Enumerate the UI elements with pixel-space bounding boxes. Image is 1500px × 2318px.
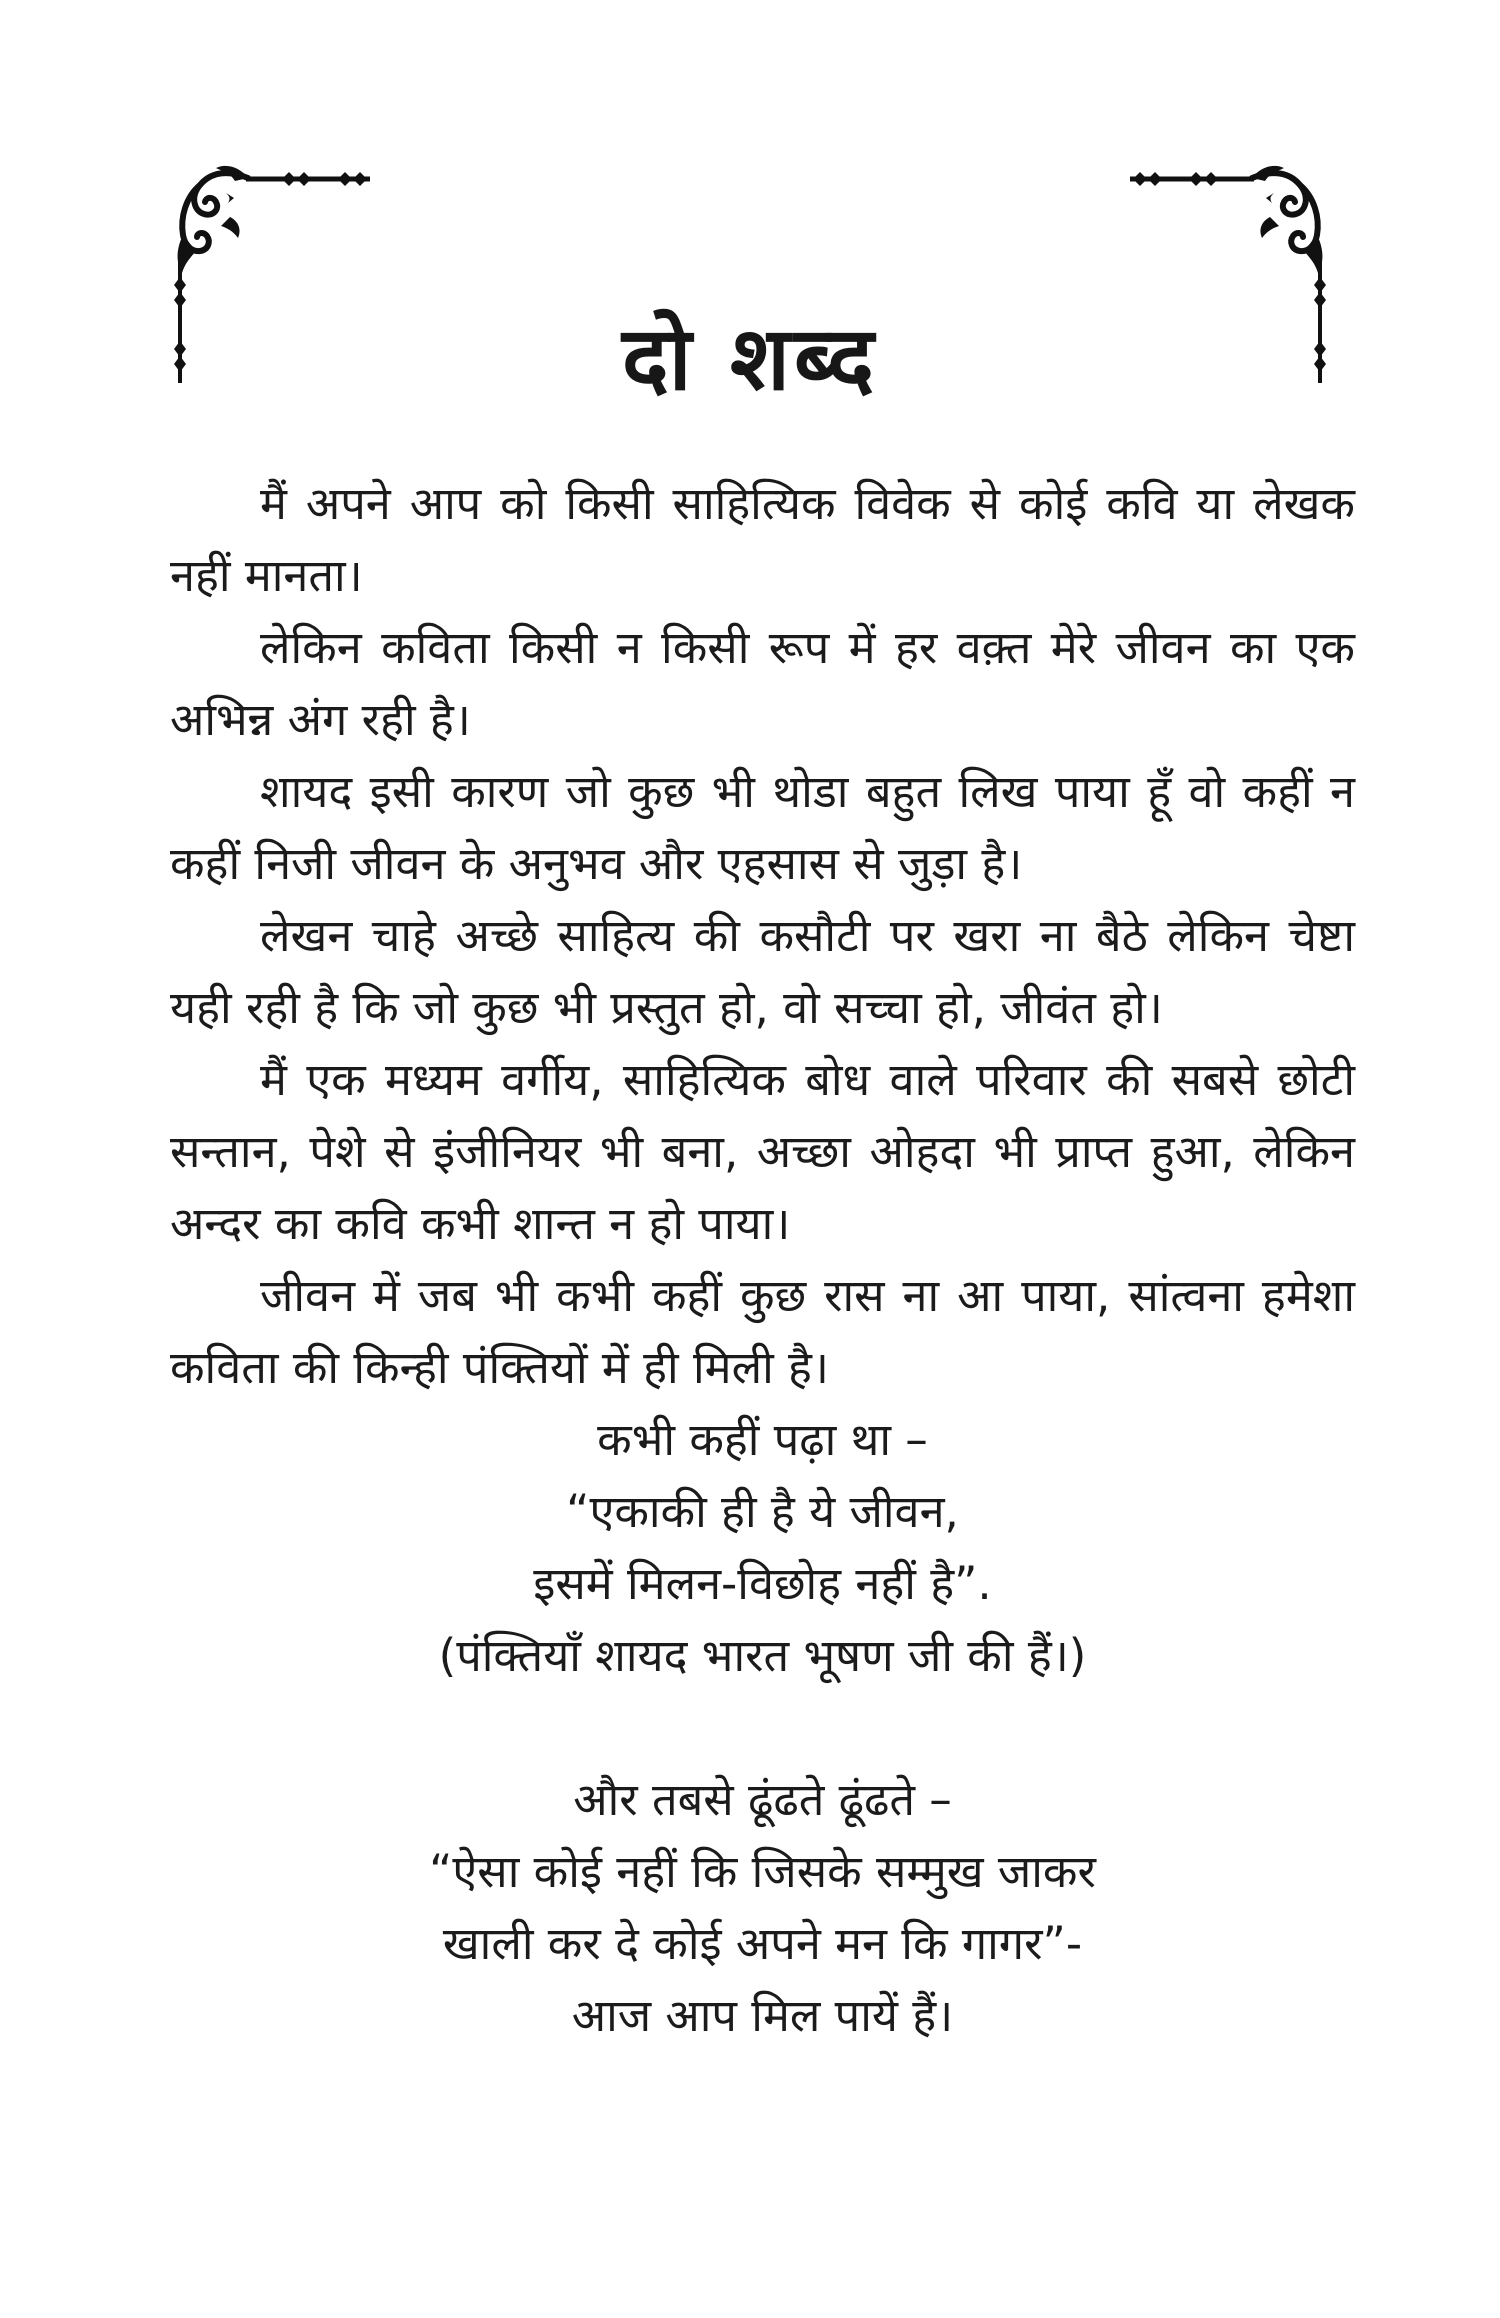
verse-block-2 (170, 1764, 1355, 2052)
paragraph: लेखन चाहे अच्छे साहित्य की कसौटी पर खरा ना बैठे लेकिन चेष्टा यही रही है कि जो कुछ भी प्रस्तुत हो, वो सच्चा हो, जीवंत हो। (170, 909, 1355, 1034)
page-title: दो शब्द (621, 306, 879, 410)
paragraph: लेकिन कविता किसी न किसी रूप में हर वक़्त मेरे जीवन का एक अभिन्न अंग रही है। (170, 621, 1355, 746)
verse-line: इसमें मिलन-विछोह नहीं है”. (533, 1557, 992, 1610)
paragraph: शायद इसी कारण जो कुछ भी थोडा बहुत लिख पाया हूँ वो कहीं न कहीं निजी जीवन के अनुभव और एहसास से जुड़ा है। (170, 765, 1355, 890)
verse-line: “एकाकी ही है ये जीवन, (566, 1485, 959, 1538)
verse-line: आज आप मिल पायें हैं। (571, 1989, 954, 2042)
paragraph: मैं अपने आप को किसी साहित्यिक विवेक से कोई कवि या लेखक नहीं मानता। (170, 477, 1355, 602)
verse-line: खाली कर दे कोई अपने मन कि गागर”- (442, 1917, 1083, 1970)
verse-line: (पंक्तियाँ शायद भारत भूषण जी की हैं।) (438, 1629, 1087, 1682)
text-block (170, 468, 1355, 2052)
paragraph: मैं एक मध्यम वर्गीय, साहित्यिक बोध वाले परिवार की सबसे छोटी सन्तान, पेशे से इंजीनियर भी बना, अच्छा ओहदा भी प्राप्त हुआ, लेकिन अन्दर का कवि कभी शान्त न हो पाया। (170, 1053, 1355, 1250)
paragraph: जीवन में जब भी कभी कहीं कुछ रास ना आ पाया, सांत्वना हमेशा कविता की किन्ही पंक्तियों में ही मिली है। (170, 1269, 1355, 1394)
verse-line: और तबसे ढूंढते ढूंढते – (573, 1773, 952, 1826)
verse-line: कभी कहीं पढ़ा था – (597, 1413, 928, 1466)
verse-block-1 (170, 1404, 1355, 1692)
verse-line: “ऐसा कोई नहीं कि जिसके सम्मुख जाकर (429, 1845, 1096, 1898)
